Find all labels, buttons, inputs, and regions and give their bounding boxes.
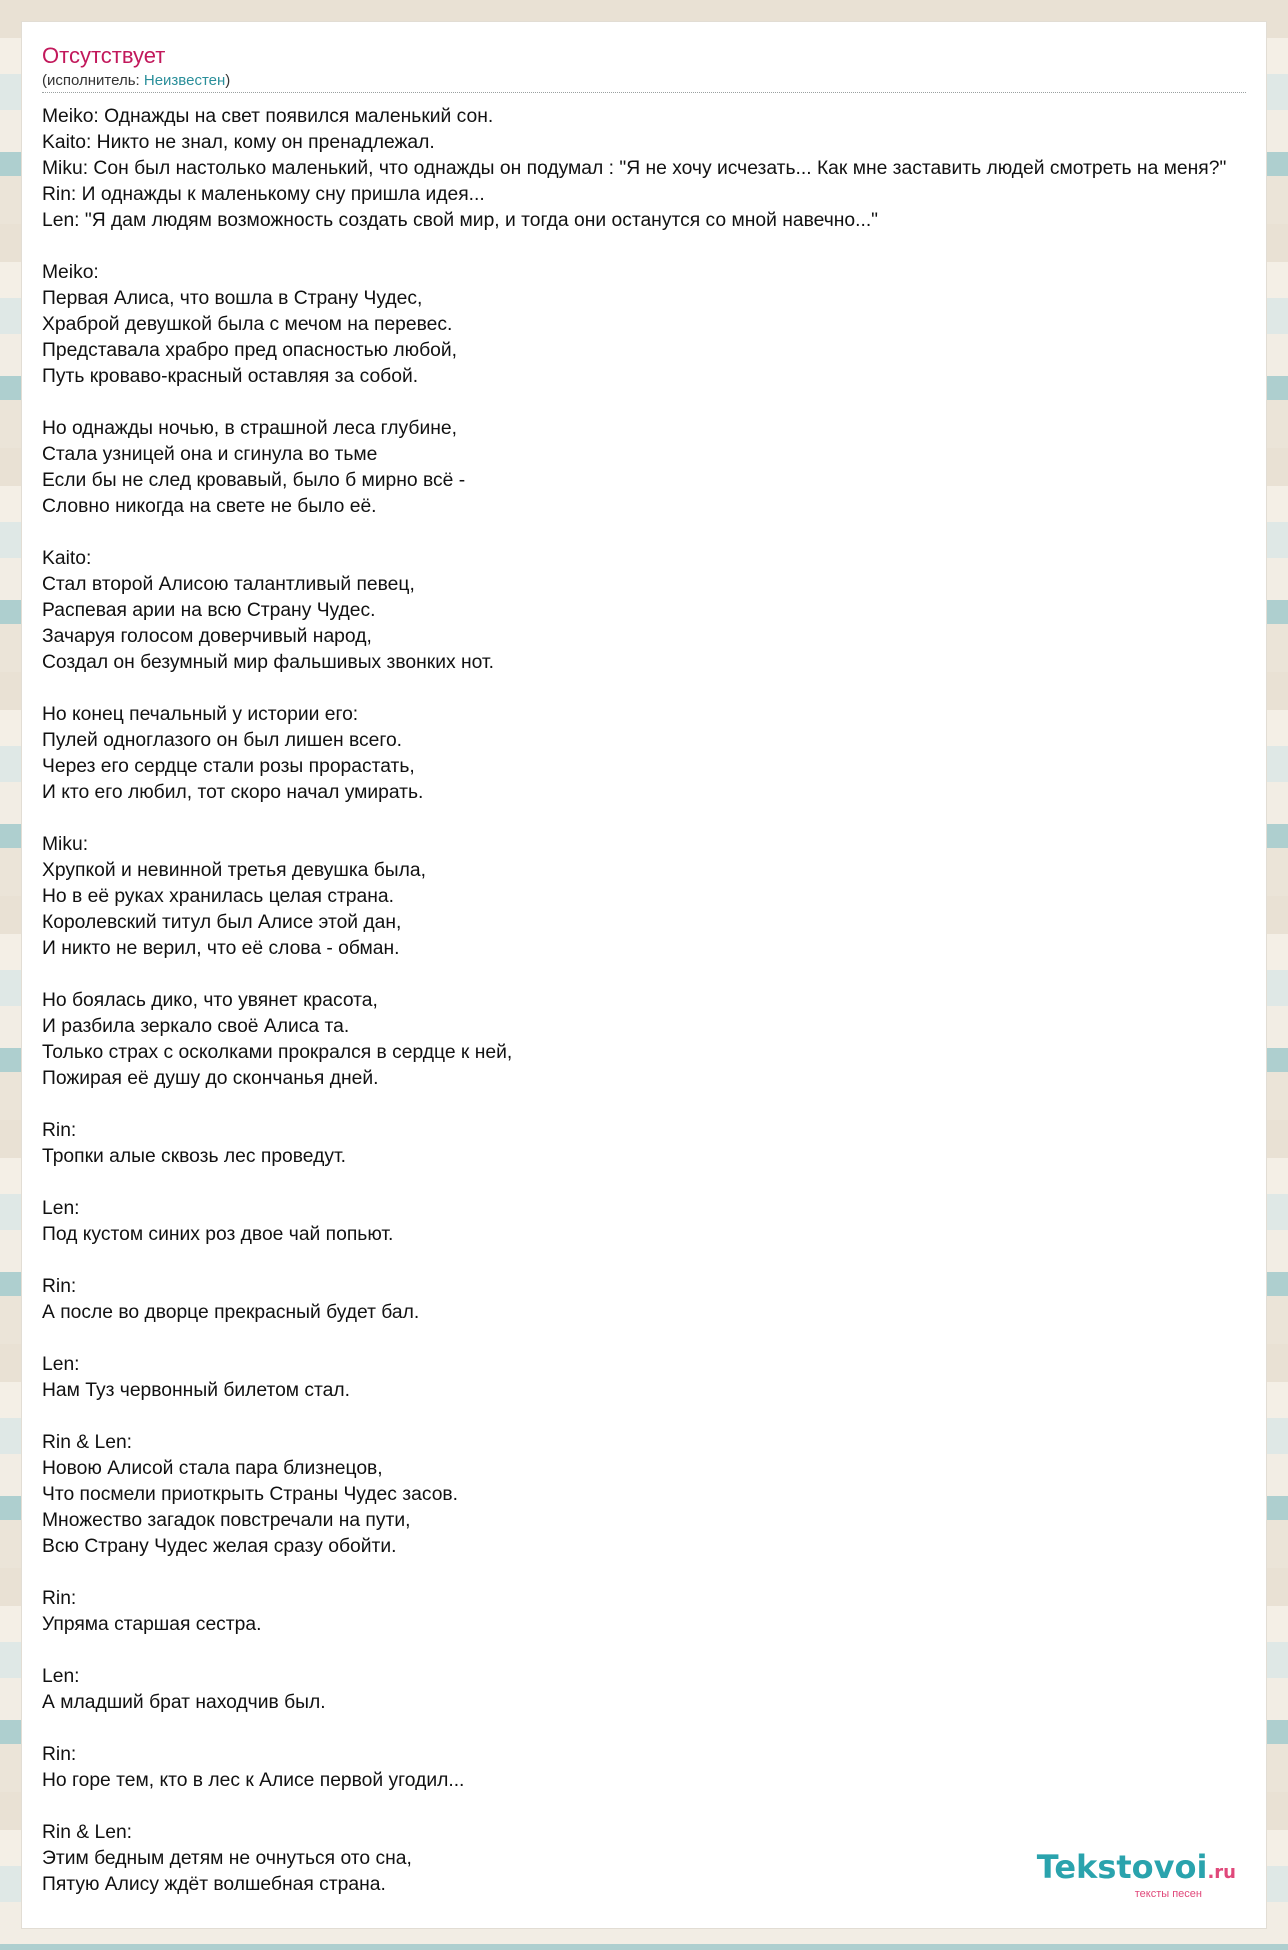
lyrics-line: Но боялась дико, что увянет красота, [42,990,378,1011]
lyrics-line: Rin & Len: [42,1822,133,1843]
artist-suffix: ) [225,72,231,89]
logo-name: Tekstovoi [1036,1848,1208,1886]
lyrics-line: Упряма старшая сестра. [42,1614,262,1635]
lyrics-line: Стал второй Алисою талантливый певец, [42,574,415,595]
song-header [42,42,1248,93]
lyrics-line: А после во дворце прекрасный будет бал. [42,1302,420,1323]
artist-line [42,72,1248,90]
lyrics-line: Rin & Len: [42,1432,133,1453]
lyrics-line: Rin: [42,1276,77,1297]
lyrics-line: И никто не верил, что её слова - обман. [42,938,400,959]
lyrics-line: Но горе тем, кто в лес к Алисе первой угодил... [42,1770,465,1791]
lyrics-line: Представала храбро пред опасностью любой, [42,340,458,361]
lyrics-line: Распевая арии на всю Страну Чудес. [42,600,376,621]
lyrics-line: Пулей одноглазого он был лишен всего. [42,730,403,751]
lyrics-line: Meiko: Однажды на свет появился маленький сон. [42,106,494,127]
lyrics-line: Пожирая её душу до скончанья дней. [42,1068,379,1089]
lyrics-line: Kaito: [42,548,92,569]
artist-prefix: (исполнитель: [42,72,144,89]
lyrics-line: Только страх с осколками прокрался в сердце к ней, [42,1042,513,1063]
lyrics-line: И разбила зеркало своё Алиса та. [42,1016,350,1037]
lyrics-line: Путь кроваво-красный оставляя за собой. [42,366,419,387]
lyrics-line: А младший брат находчив был. [42,1692,326,1713]
lyrics-line: Kaito: Никто не знал, кому он пренадлежал. [42,132,435,153]
lyrics-line: Храброй девушкой была с мечом на перевес. [42,314,453,335]
lyrics-line: Rin: И однажды к маленькому сну пришла идея... [42,184,485,205]
artist-link[interactable]: Неизвестен [143,72,226,89]
lyrics-line: Len: [42,1354,80,1375]
lyrics-line: Но в её руках хранилась целая страна. [42,886,394,907]
lyrics-line: Этим бедным детям не очнуться ото сна, [42,1848,412,1869]
lyrics-page [22,22,1266,1928]
site-logo[interactable] [1037,1850,1236,1900]
lyrics-line: Множество загадок повстречали на пути, [42,1510,411,1531]
lyrics-line: Len: "Я дам людям возможность создать свой мир, и тогда они останутся со мной навечно..." [42,210,879,231]
lyrics-line: Через его сердце стали розы прорастать, [42,756,415,777]
lyrics-line: Meiko: [42,262,99,283]
lyrics-line: Нам Туз червонный билетом стал. [42,1380,350,1401]
lyrics-line: Rin: [42,1120,77,1141]
logo-wordmark [1037,1850,1236,1890]
lyrics-line: Тропки алые сквозь лес проведут. [42,1146,347,1167]
lyrics-line: Всю Страну Чудес желая сразу обойти. [42,1536,397,1557]
lyrics-line: Зачаруя голосом доверчивый народ, [42,626,372,647]
lyrics-line: Первая Алиса, что вошла в Страну Чудес, [42,288,423,309]
lyrics-line: Хрупкой и невинной третья девушка была, [42,860,426,881]
lyrics-line: Len: [42,1198,80,1219]
lyrics-line: Словно никогда на свете не было её. [42,496,377,517]
lyrics-line: Под кустом синих роз двое чай попьют. [42,1224,394,1245]
lyrics-line: Королевский титул был Алисе этой дан, [42,912,402,933]
lyrics-line: Пятую Алису ждёт волшебная страна. [42,1874,386,1895]
logo-tagline: тексты песен [1134,1888,1202,1900]
lyrics-line: Что посмели приоткрыть Страны Чудес засов. [42,1484,459,1505]
lyrics-line: Miku: [42,834,89,855]
lyrics-line: Len: [42,1666,80,1687]
song-title: Отсутствует [42,43,166,68]
header-divider [42,92,1246,93]
lyrics-line: Стала узницей она и сгинула во тьме [42,444,378,465]
lyrics-line: Но конец печальный у истории его: [42,704,359,725]
lyrics-line: Создал он безумный мир фальшивых звонких нот. [42,652,494,673]
lyrics-line: Новою Алисой стала пара близнецов, [42,1458,383,1479]
lyrics-line: Rin: [42,1744,77,1765]
lyrics-line: Но однажды ночью, в страшной леса глубине, [42,418,457,439]
lyrics-line: Rin: [42,1588,77,1609]
lyrics-line: Miku: Сон был настолько маленький, что однажды он подумал : "Я не хочу исчезать... Как мне заставить людей смотреть на меня?" [42,158,1227,179]
lyrics-line: Если бы не след кровавый, было б мирно всё - [42,470,466,491]
lyrics-line: И кто его любил, тот скоро начал умирать. [42,782,424,803]
lyrics-text [42,104,1266,1898]
logo-tld: .ru [1207,1862,1236,1883]
